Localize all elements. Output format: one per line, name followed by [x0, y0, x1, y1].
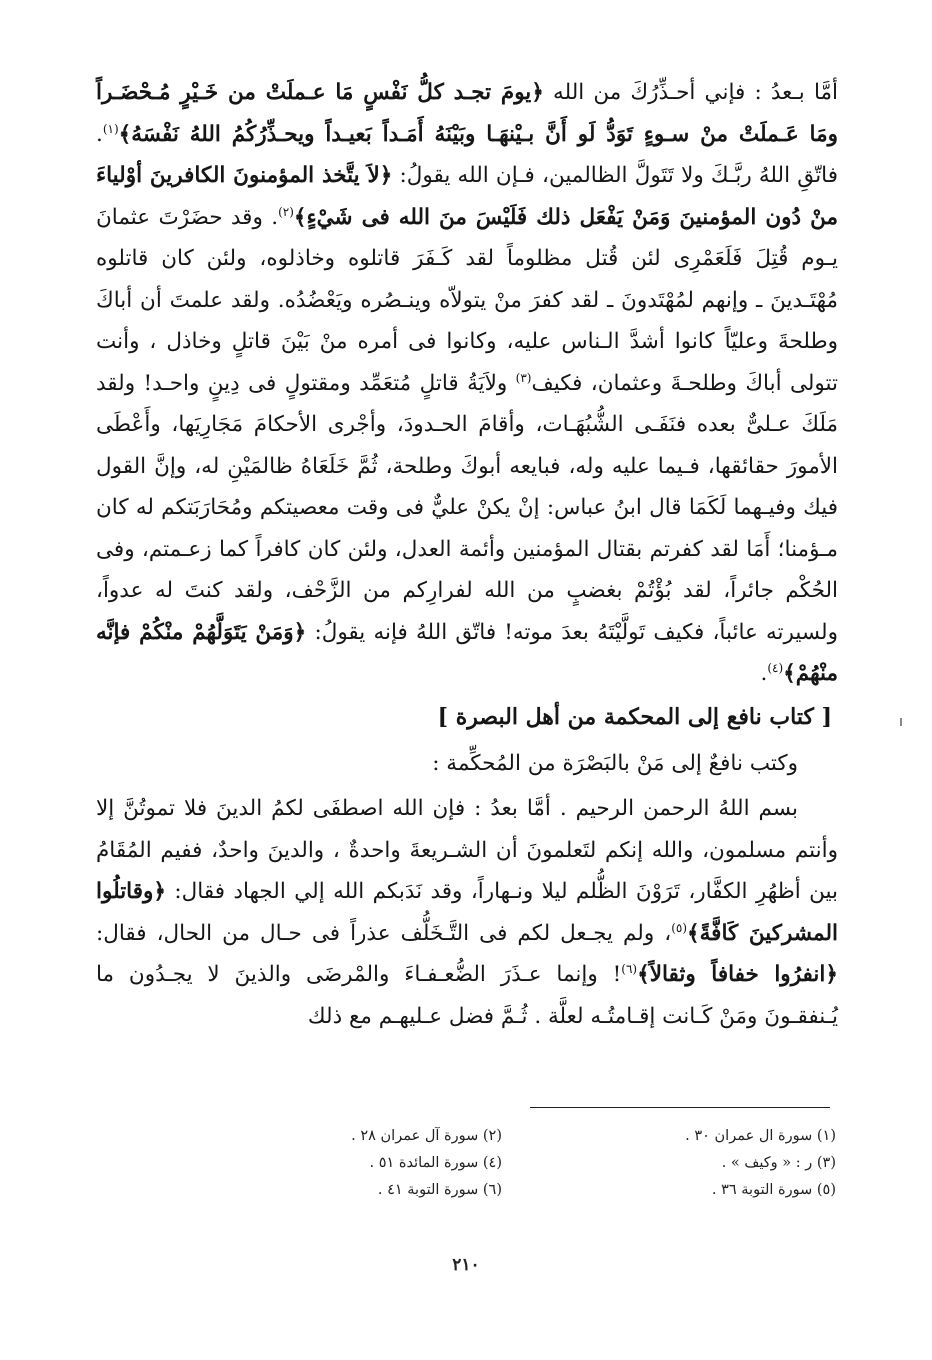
page-body: [96, 72, 838, 1037]
footnote-divider: [530, 1107, 830, 1108]
margin-mark: [900, 718, 902, 726]
quran-quote: ﴿لاَ يتَّخذ المؤمنونَ الكافرينَ أوْلياءَ منْ دُون المؤمنينَ وَمَنْ يَفْعَل ذلك فَلَيْسَ منَ الله فى شَيْءٍ﴾: [96, 163, 838, 230]
footnote-ref: (٥): [671, 920, 688, 935]
footnote-ref: (٦): [621, 961, 638, 976]
quran-quote: ﴿وقاتلُوا المشركينَ كَافَّةً﴾: [96, 879, 839, 946]
footnote-1: (١) سورة ال عمران ٣٠ .: [685, 1128, 836, 1144]
footnote-6: (٦) سورة التوبة ٤١ .: [377, 1182, 502, 1198]
text-run: ! وإنما عـذَرَ الضُّعـفـاءَ والمْرضَى والذينَ لا يجـدُون ما يُـنفقـونَ ومَنْ كَـانت إقـامتُـه لعلَّة . ثُـمَّ فضل عـليهـم مع ذلك: [96, 962, 838, 1029]
footnote-3: (٣) ر : « وكيف » .: [721, 1155, 836, 1171]
text-run: . فاتّقِ اللهُ ربَّـكَ ولا تَتَولَّ الظالمين، فـإن الله يقولُ:: [96, 121, 839, 188]
footnote-ref: (٣): [515, 370, 532, 385]
paragraph-letter-reply: [96, 72, 838, 695]
footnote-ref: (١): [102, 121, 119, 136]
text-run: ، ولم يجـعل لكم فى التَّـخَلُّف عذراً فى حـال من الحال، فقال:: [96, 920, 672, 946]
text-run: بسم اللهُ الرحمن الرحيم . أمَّا بعدُ : فإن الله اصطفَى لكمُ الدينَ فلا تموتُنَّ إلا وأنتم مسلمون، والله إنكم لتَعلمونَ أن الشـريعةَ واحدةٌ ، والدينَ واحدٌ، ففيم المُقَامُ بين أظهُرِ الكفَّار، تَرَوْنَ الظُّلم ليلا ونـهاراً، وقد نَدَبكم الله إلي الجهاد فقال:: [96, 796, 838, 904]
paragraph-nafi-letter: [96, 788, 838, 1037]
quran-quote: ﴿وَمَنْ يَتَوَلَّهُمْ منْكُمْ فإنَّه منْهُمْ﴾: [96, 619, 838, 686]
footnote-ref: (٢): [278, 204, 294, 219]
quran-quote: ﴿يومَ تجـد كلُّ نَفْسٍ مَا عـملَتْ من خَـيْرٍ مُـحْضَـراً ومَا عَـملَتْ منْ سـوءٍ تَوَدُّ لَو أَنَّ بـيْنهَـا وبَيْنَهُ أَمَـداً بَعيـداً ويحـذِّرُكُمُ اللهُ نَفْسَهُ﴾: [96, 80, 838, 147]
text-run: . وقد حضَرْتَ عثمانَ يـوم قُتِلَ فَلَعَمْرِى لئن قُتل مظلوماً لقد كَـفَرَ قاتلوه وخاذلوه، ولئن كان قاتلوه مُهْتَـدينَ ـ وإنهم لمُهْتَدونَ ـ لقد كفرَ منْ يتولاّه وينـصُره ويَعْضُدُه. ولقد علمتَ أن أباكَ وطلحةَ وعليّاً كانوا أشدَّ الـناس عليه، وكانوا فى أمره منْ بَيْنَ قاتلٍ وخاذل ، وأنت تتولى أباكَ وطلحـةَ وعثمان، فكيف: [96, 204, 838, 396]
intro-line: وكتب نافعٌ إلى مَنْ بالبَصْرَة من المُحكِّمة :: [432, 750, 798, 776]
footnote-2: (٢) سورة آل عمران ٢٨ .: [351, 1128, 502, 1144]
quran-quote: ﴿انفرُوا خفافاً وثقالاً﴾: [637, 962, 838, 987]
section-heading: [ كتاب نافع إلى المحكمة من أهل البصرة ]: [437, 703, 832, 730]
text-run: أمَّا بـعدُ : فإني أحـذِّرُكَ من الله: [543, 80, 838, 105]
footnote-4: (٤) سورة المائدة ٥١ .: [369, 1155, 502, 1171]
text-run: ولاَيَةُ قاتلٍ مُتعَمِّد ومقتولٍ فى دِينٍ واحـد! ولقد مَلَكَ عـلىٌّ بعده فنَفَـى الشُّبُهَـات، وأقامَ الحـدودَ، وأجْرى الأحكامَ مَجَارِيَها، وأَعْطَى الأمورَ حقائقها، فـيما عليه وله، فبايعه أبوكَ وطلحة، ثُمَّ خَلَعَاهُ ظالمَيْنِ له، وإنَّ القول فيك وفيـهما لَكَمَا قال ابنُ عباس: إنْ يكنْ عليٌّ فى وقت معصيتكم ومُحَارَبَتكم له كان مـؤمنا؛ أَمَا لقد كفرتم بقتال المؤمنين وأئمة العدل، ولئن كان كافراً كما زعـمتم، وفى الحُكْم جائراً، لقد بُؤْتُمْ بغضبٍ من الله لفرارِكم من الزَّحْف، ولقد كنتَ له عدواً، ولسيرته عائباً، فكيف تَولَّيْتَهُ بعدَ موته! فاتّق اللهُ فإنه يقولُ:: [96, 370, 838, 645]
footnote-5: (٥) سورة التوبة ٣٦ .: [711, 1182, 836, 1198]
text-run: .: [760, 661, 768, 686]
footnote-ref: (٤): [767, 660, 784, 675]
page-number: ٢١٠: [452, 1255, 480, 1275]
